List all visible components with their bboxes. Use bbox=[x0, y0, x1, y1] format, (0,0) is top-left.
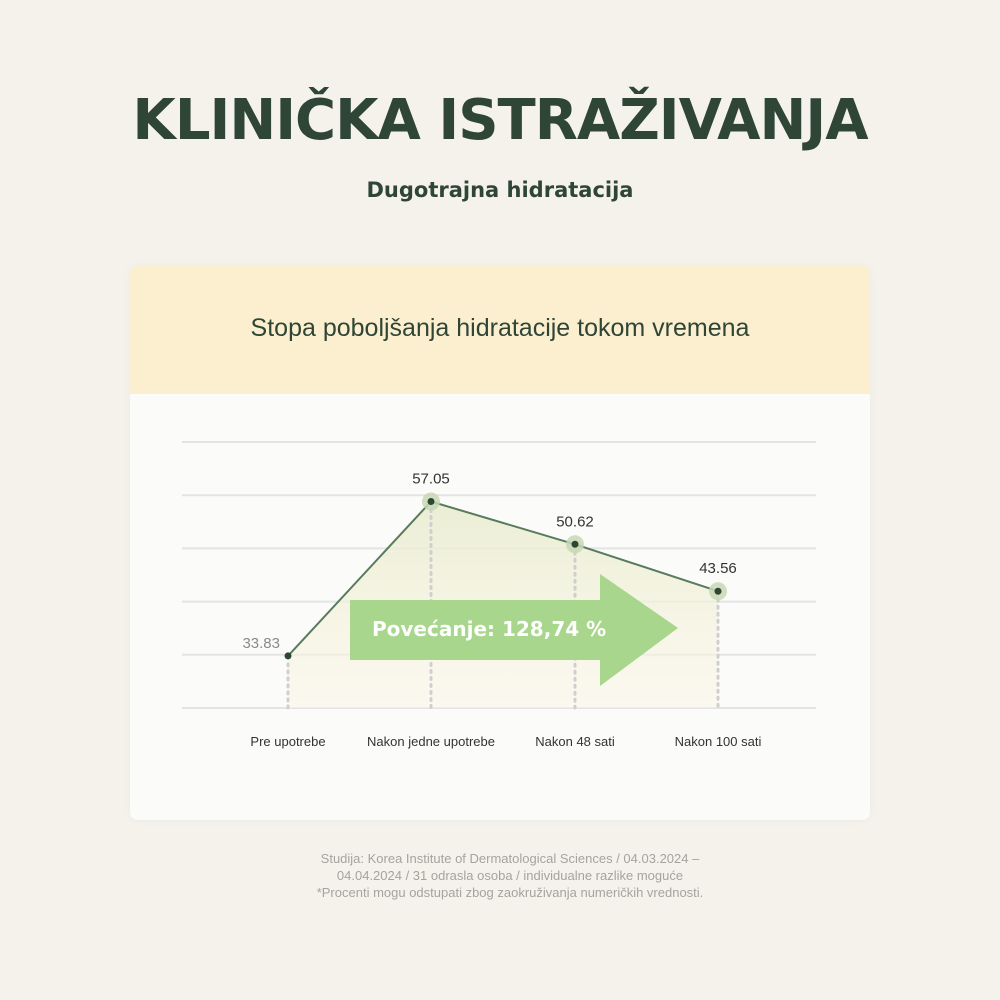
data-point bbox=[715, 588, 722, 595]
data-label: 33.83 bbox=[242, 634, 280, 652]
data-label: 50.62 bbox=[556, 513, 594, 531]
page-title: KLINIČKA ISTRAŽIVANJA bbox=[132, 88, 868, 153]
x-tick-label: Nakon 100 sati bbox=[674, 734, 762, 749]
footnote-line-2: 04.04.2024 / 31 odrasla osoba / individualne razlike moguće bbox=[336, 868, 684, 883]
x-tick-label: Pre upotrebe bbox=[250, 734, 326, 749]
footnote-line-3: *Procenti mogu odstupati zbog zaokruživanja numeričkih vrednosti. bbox=[316, 885, 704, 900]
line-chart bbox=[130, 266, 870, 820]
data-point bbox=[428, 498, 435, 505]
data-point bbox=[285, 652, 292, 659]
x-tick-label: Nakon jedne upotrebe bbox=[367, 734, 495, 749]
data-point bbox=[572, 541, 579, 548]
x-tick-label: Nakon 48 sati bbox=[535, 734, 615, 749]
data-label: 57.05 bbox=[412, 470, 450, 488]
data-label: 43.56 bbox=[699, 560, 737, 578]
footnote-line-1: Studija: Korea Institute of Dermatological Sciences / 04.03.2024 – bbox=[320, 851, 700, 866]
chart-card bbox=[130, 266, 870, 820]
footnote bbox=[250, 850, 770, 901]
chart-title: Stopa poboljšanja hidratacije tokom vremena bbox=[250, 314, 750, 342]
page-subtitle: Dugotrajna hidratacija bbox=[366, 178, 634, 202]
increase-arrow-label: Povećanje: 128,74 % bbox=[372, 617, 607, 641]
